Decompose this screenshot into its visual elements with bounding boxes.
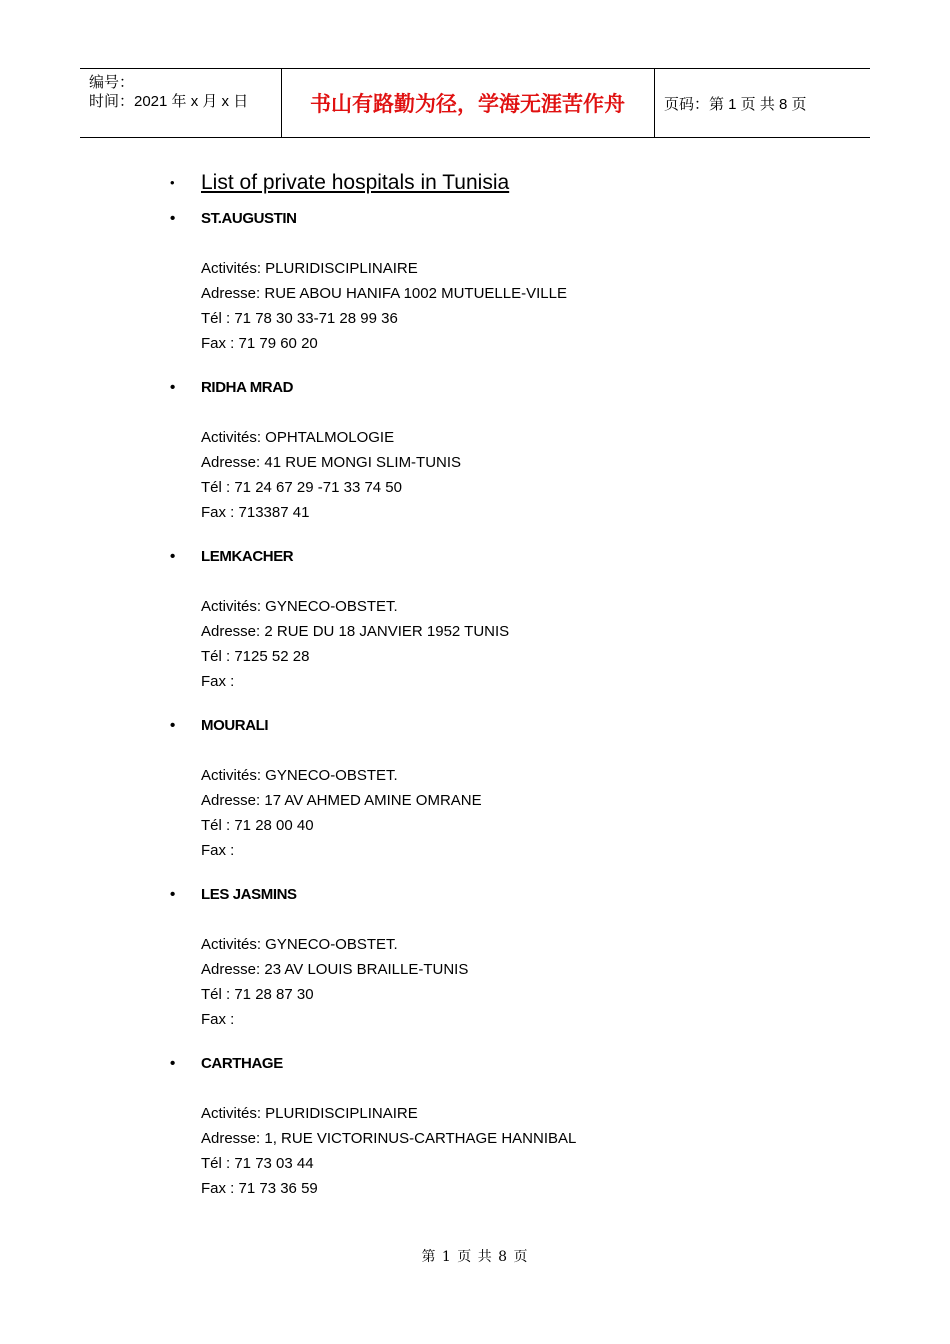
hospital-name: • CARTHAGE	[170, 1055, 283, 1072]
hospital-name: • RIDHA MRAD	[170, 379, 294, 396]
activites-line: Activités: PLURIDISCIPLINAIRE	[201, 260, 418, 277]
tel-line: Tél : 7125 52 28	[201, 648, 310, 665]
document-title	[170, 169, 509, 197]
tel-line: Tél : 71 28 87 30	[201, 986, 314, 1003]
time-label: 时间：2021 年 x 月 x 日	[89, 93, 249, 110]
hospital-details	[201, 256, 790, 356]
hospital-entry	[170, 378, 790, 525]
hospital-details	[201, 932, 790, 1032]
hospital-details	[201, 763, 790, 863]
bullet-icon: •	[170, 717, 175, 734]
hospital-entry	[170, 209, 790, 356]
page-footer: 第 1 页 共 8 页	[421, 1249, 529, 1265]
bullet-icon: •	[170, 210, 175, 227]
bullet-icon: •	[170, 548, 175, 565]
adresse-line: Adresse: 1, RUE VICTORINUS-CARTHAGE HANNIBAL	[201, 1130, 577, 1147]
tel-line: Tél : 71 73 03 44	[201, 1155, 314, 1172]
page-header	[80, 68, 870, 138]
bullet-icon: •	[170, 886, 175, 903]
title-link[interactable]: List of private hospitals in Tunisia	[201, 171, 510, 194]
bullet-icon: •	[170, 379, 175, 396]
hospital-entry	[170, 885, 790, 1032]
hospital-details	[201, 1101, 790, 1201]
header-motto: 书山有路勤为径，学海无涯苦作舟	[310, 91, 625, 116]
activites-line: Activités: GYNECO-OBSTET.	[201, 767, 398, 784]
fax-line: Fax :	[201, 673, 235, 690]
hospital-name: • ST.AUGUSTIN	[170, 210, 297, 227]
tel-line: Tél : 71 78 30 33-71 28 99 36	[201, 310, 398, 327]
bullet-icon: •	[170, 175, 175, 191]
hospital-name: • LEMKACHER	[170, 548, 294, 565]
activites-line: Activités: GYNECO-OBSTET.	[201, 936, 398, 953]
adresse-line: Adresse: 17 AV AHMED AMINE OMRANE	[201, 792, 482, 809]
number-label: 编号：	[89, 74, 135, 91]
adresse-line: Adresse: 41 RUE MONGI SLIM-TUNIS	[201, 454, 462, 471]
hospital-entry	[170, 716, 790, 863]
activites-line: Activités: GYNECO-OBSTET.	[201, 598, 398, 615]
tel-line: Tél : 71 28 00 40	[201, 817, 314, 834]
hospital-entry	[170, 547, 790, 694]
hospital-details	[201, 594, 790, 694]
fax-line: Fax :	[201, 1011, 235, 1028]
fax-line: Fax :	[201, 842, 235, 859]
hospital-name: • MOURALI	[170, 717, 269, 734]
hospital-details	[201, 425, 790, 525]
adresse-line: Adresse: 2 RUE DU 18 JANVIER 1952 TUNIS	[201, 623, 510, 640]
tel-line: Tél : 71 24 67 29 -71 33 74 50	[201, 479, 402, 496]
header-divider-right	[654, 69, 655, 137]
header-page-info: 页码：第 1 页 共 8 页	[664, 95, 807, 113]
header-meta	[89, 73, 248, 111]
activites-line: Activités: PLURIDISCIPLINAIRE	[201, 1105, 418, 1122]
adresse-line: Adresse: 23 AV LOUIS BRAILLE-TUNIS	[201, 961, 469, 978]
activites-line: Activités: OPHTALMOLOGIE	[201, 429, 395, 446]
bullet-icon: •	[170, 1055, 175, 1072]
hospital-name: • LES JASMINS	[170, 886, 297, 903]
fax-line: Fax : 71 73 36 59	[201, 1180, 318, 1197]
fax-line: Fax : 71 79 60 20	[201, 335, 318, 352]
adresse-line: Adresse: RUE ABOU HANIFA 1002 MUTUELLE-VILLE	[201, 285, 567, 302]
hospital-entry	[170, 1054, 790, 1201]
fax-line: Fax : 713387 41	[201, 504, 310, 521]
